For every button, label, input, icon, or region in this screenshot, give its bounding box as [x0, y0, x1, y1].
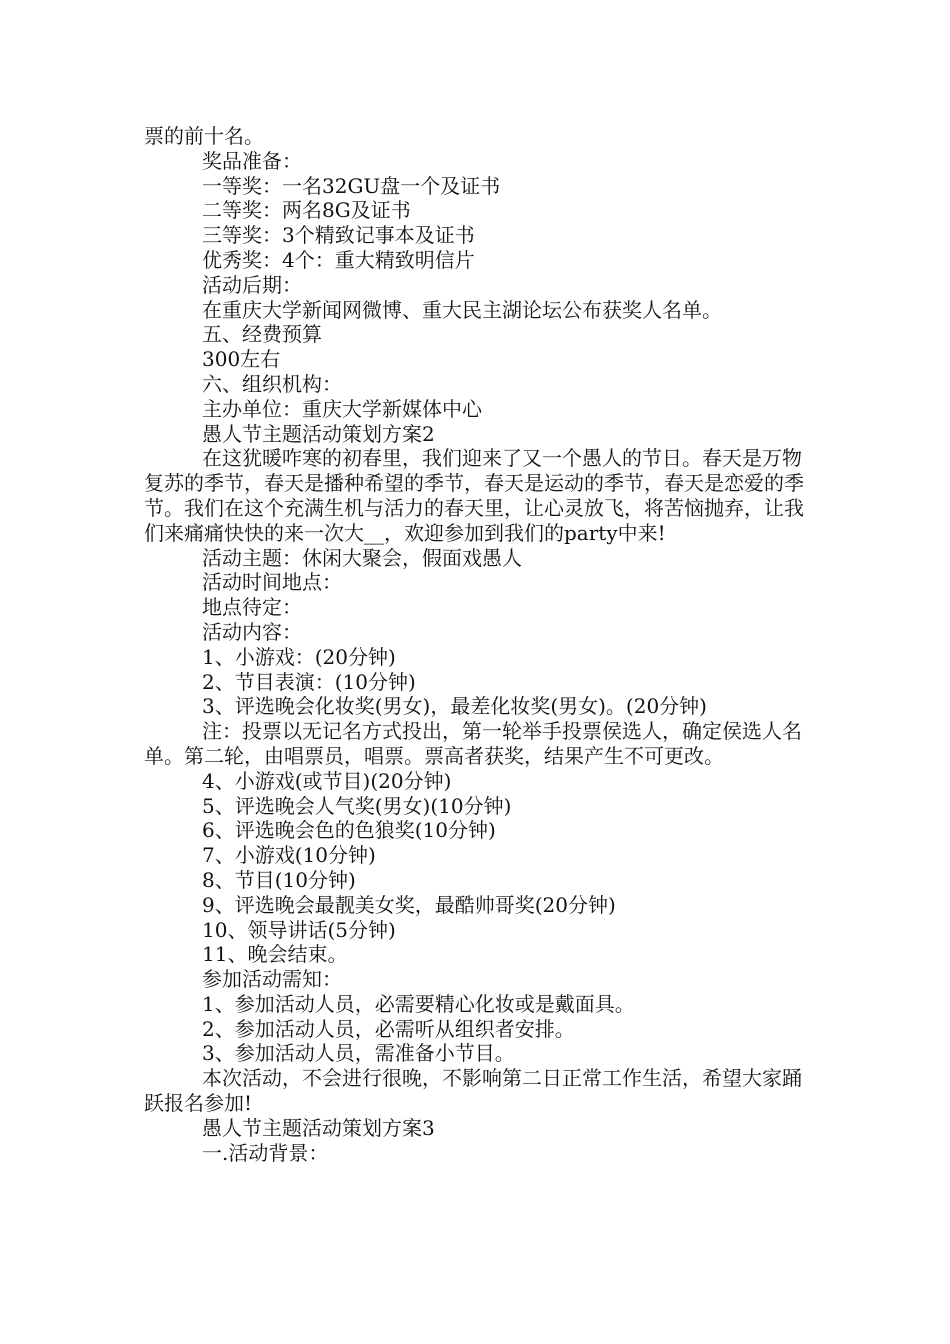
text-paragraph: 11、晚会结束。: [202, 942, 348, 967]
text-paragraph: 本次活动，不会进行很晚，不影响第二日正常工作生活，希望大家踊跃报名参加!: [144, 1066, 802, 1116]
text-paragraph: 3、参加活动人员，需准备小节目。: [202, 1041, 515, 1066]
text-paragraph: 注：投票以无记名方式投出，第一轮举手投票侯选人，确定侯选人名单。第二轮，由唱票员，唱票。票高者获奖，结果产生不可更改。: [144, 719, 802, 768]
text-paragraph: 主办单位：重庆大学新媒体中心: [202, 396, 482, 421]
text-paragraph: 9、评选晚会最靓美女奖，最酷帅哥奖(20分钟): [202, 892, 616, 917]
text-paragraph: 1、参加活动人员，必需要精心化妆或是戴面具。: [202, 991, 635, 1016]
text-paragraph: 票的前十名。: [144, 124, 264, 148]
text-paragraph: 7、小游戏(10分钟): [202, 843, 376, 868]
text-paragraph: 2、节目表演：(10分钟): [202, 669, 416, 694]
text-paragraph: 8、节目(10分钟): [202, 867, 356, 892]
text-paragraph: 5、评选晚会人气奖(男女)(10分钟): [202, 793, 512, 818]
text-paragraph: 三等奖：3个精致记事本及证书: [202, 223, 475, 248]
text-paragraph: 二等奖：两名8G及证书: [202, 198, 411, 223]
text-paragraph: 在这犹暖咋寒的初春里，我们迎来了又一个愚人的节日。春天是万物复苏的季节，春天是播种希望的季节，春天是运动的季节，春天是恋爱的季节。我们在这个充满生机与活力的春天里，让心灵放飞，将苦恼抛弃，让我们来痛痛快快的来一次大__，欢迎参加到我们的party中来!: [144, 446, 804, 545]
document-body: [144, 124, 810, 1165]
text-paragraph: 活动主题：休闲大聚会，假面戏愚人: [202, 545, 522, 570]
text-paragraph: 愚人节主题活动策划方案3: [202, 1115, 435, 1140]
text-paragraph: 10、领导讲话(5分钟): [202, 917, 396, 942]
text-paragraph: 一.活动背景：: [202, 1140, 329, 1165]
text-paragraph: 五、经费预算: [202, 322, 322, 347]
text-paragraph: 2、参加活动人员，必需听从组织者安排。: [202, 1016, 575, 1041]
text-paragraph: 优秀奖：4个：重大精致明信片: [202, 247, 475, 272]
text-paragraph: 1、小游戏：(20分钟): [202, 644, 396, 669]
text-paragraph: 活动时间地点：: [202, 570, 342, 595]
text-paragraph: 参加活动需知：: [202, 967, 342, 992]
text-paragraph: 4、小游戏(或节目)(20分钟): [202, 768, 452, 793]
text-paragraph: 奖品准备：: [202, 148, 302, 173]
text-paragraph: 300左右: [202, 347, 281, 372]
text-paragraph: 地点待定：: [202, 595, 302, 620]
text-paragraph: 活动内容：: [202, 619, 302, 644]
text-paragraph: 3、评选晚会化妆奖(男女)，最差化妆奖(男女)。(20分钟): [202, 694, 707, 719]
text-paragraph: 在重庆大学新闻网微博、重大民主湖论坛公布获奖人名单。: [202, 297, 722, 322]
text-paragraph: 愚人节主题活动策划方案2: [202, 421, 435, 446]
text-paragraph: 6、评选晚会色的色狼奖(10分钟): [202, 818, 496, 843]
text-paragraph: 六、组织机构：: [202, 371, 342, 396]
text-paragraph: 一等奖：一名32GU盘一个及证书: [202, 173, 501, 198]
text-paragraph: 活动后期：: [202, 272, 302, 297]
